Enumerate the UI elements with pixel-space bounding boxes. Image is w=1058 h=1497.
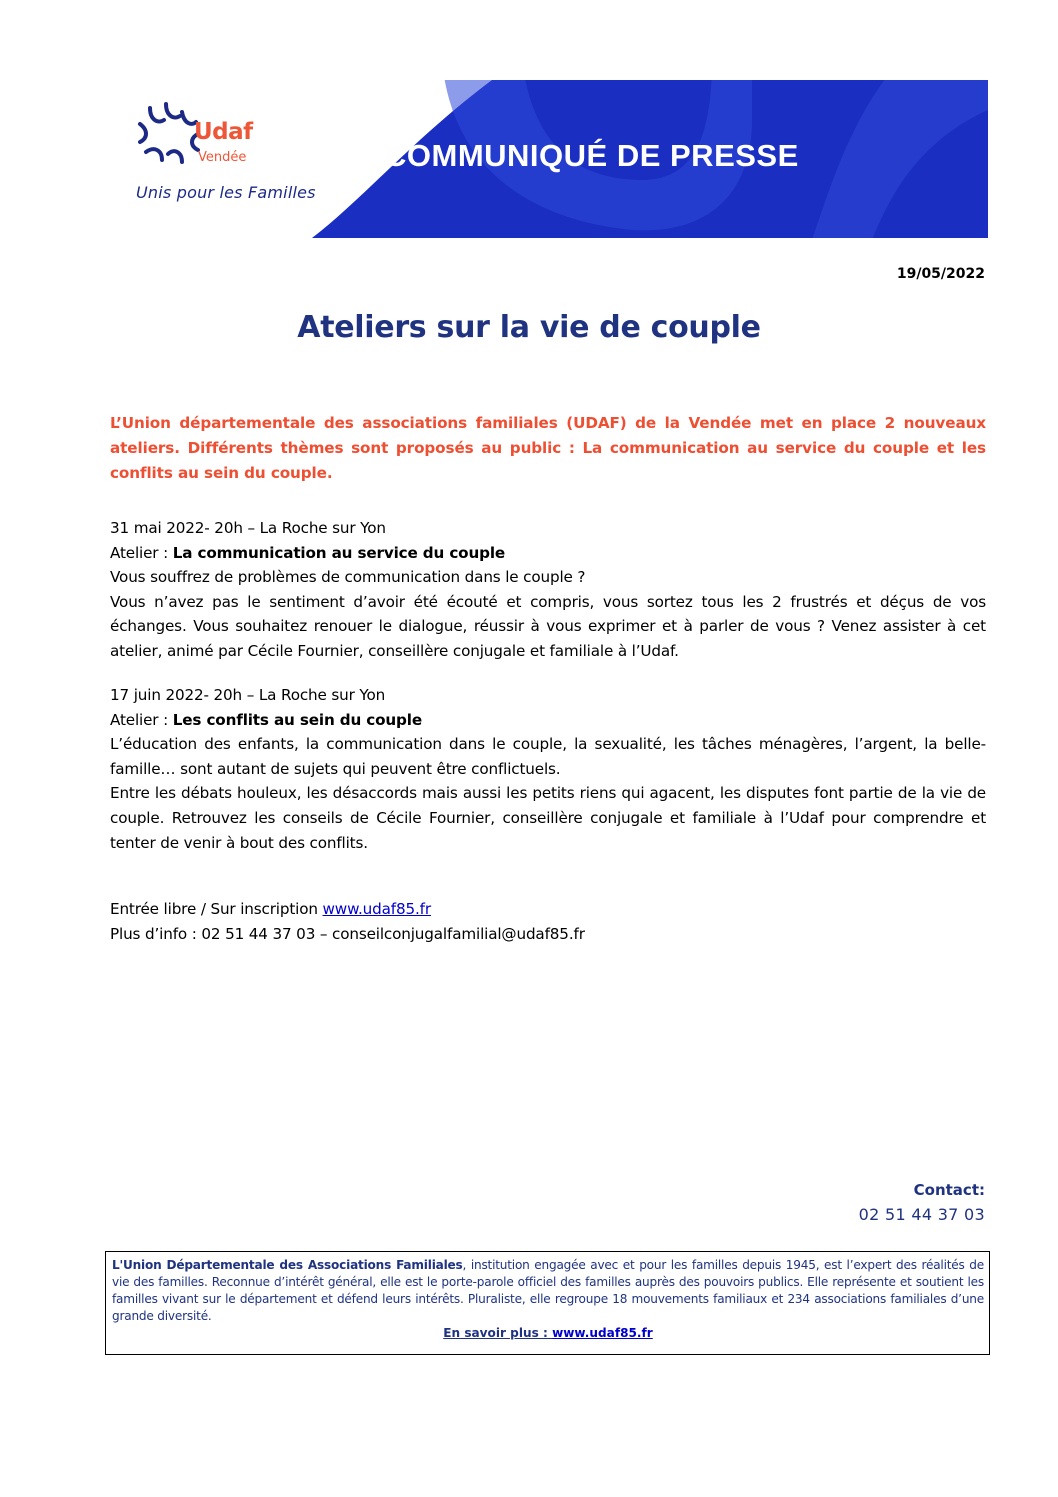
registration-link[interactable]: www.udaf85.fr xyxy=(322,900,431,918)
page-title: Ateliers sur la vie de couple xyxy=(297,310,761,345)
logo-department-text: Vendée xyxy=(198,150,247,165)
entry-text: Entrée libre / Sur inscription xyxy=(110,900,323,918)
about-description: , institution engagée avec et pour les familles depuis 1945, est l’expert des réalités de vie des familles. Reconnue d’intérêt général, elle est le porte-parole officiel des familles auprès des pouvoirs publics. Elle représente et soutient les familles vivant sur le département et défend leurs intérêts. Pluraliste, elle regroupe 18 mouvements familiaux et 234 associations familiales d’une grande diversité. xyxy=(112,1258,984,1323)
contact-phone: 02 51 44 37 03 xyxy=(858,1205,985,1224)
entry-line xyxy=(110,897,986,922)
practical-info xyxy=(110,897,986,946)
workshop-2-description-1: L’éducation des enfants, la communication dans le couple, la sexualité, les tâches ménagères, l’argent, la belle-famille… sont autant de sujets qui peuvent être conflictuels. xyxy=(110,735,986,778)
workshop-1 xyxy=(110,516,986,664)
workshop-1-atelier xyxy=(110,541,986,566)
about-org-name: L'Union Départementale des Associations Familiales xyxy=(112,1258,463,1272)
contact-label: Contact: xyxy=(913,1181,985,1199)
workshop-2-atelier-prefix: Atelier : xyxy=(110,710,173,729)
more-info-line: Plus d’info : 02 51 44 37 03 – conseilconjugalfamilial@udaf85.fr xyxy=(110,924,585,943)
udaf-logo-mark xyxy=(140,104,198,162)
lead-paragraph: L’Union départementale des associations familiales (UDAF) de la Vendée met en place 2 nouveaux ateliers. Différents thèmes sont proposés au public : La communication au service du couple et les conflits au sein du couple. xyxy=(110,414,986,482)
workshop-1-description: Vous n’avez pas le sentiment d’avoir été écouté et compris, vous sortez tous les 2 frustrés et déçus de vos échanges. Vous souhaitez renouer le dialogue, réussir à vous exprimer et à parler de vous ? Venez assister à cet atelier, animé par Cécile Fournier, conseillère conjugale et familiale à l’Udaf. xyxy=(110,592,986,660)
learn-more-line xyxy=(112,1325,984,1342)
workshop-2 xyxy=(110,683,986,855)
workshop-1-when: 31 mai 2022- 20h – La Roche sur Yon xyxy=(110,519,386,537)
logo-brand-text: Udaf xyxy=(194,119,253,145)
learn-more-link[interactable]: www.udaf85.fr xyxy=(552,1326,653,1340)
learn-more-label: En savoir plus : xyxy=(443,1326,553,1340)
workshop-2-description-2: Entre les débats houleux, les désaccords mais aussi les petits riens qui agacent, les disputes font partie de la vie de couple. Retrouvez les conseils de Cécile Fournier, conseillère conjugale et familiale à l’Udaf pour comprendre et tenter de venir à bout des conflits. xyxy=(110,784,986,852)
workshop-2-atelier xyxy=(110,708,986,733)
press-release-header xyxy=(112,80,988,238)
header-title: COMMUNIQUÉ DE PRESSE xyxy=(384,138,799,173)
about-box xyxy=(105,1251,990,1355)
about-text xyxy=(112,1257,984,1325)
workshop-2-when: 17 juin 2022- 20h – La Roche sur Yon xyxy=(110,686,386,704)
workshop-1-atelier-name: La communication au service du couple xyxy=(172,543,506,562)
release-date: 19/05/2022 xyxy=(896,266,985,282)
logo-tagline: Unis pour les Familles xyxy=(136,183,316,202)
workshop-1-question: Vous souffrez de problèmes de communication dans le couple ? xyxy=(110,568,586,587)
workshop-2-atelier-name: Les conflits au sein du couple xyxy=(172,710,422,729)
workshop-1-atelier-prefix: Atelier : xyxy=(110,543,173,562)
